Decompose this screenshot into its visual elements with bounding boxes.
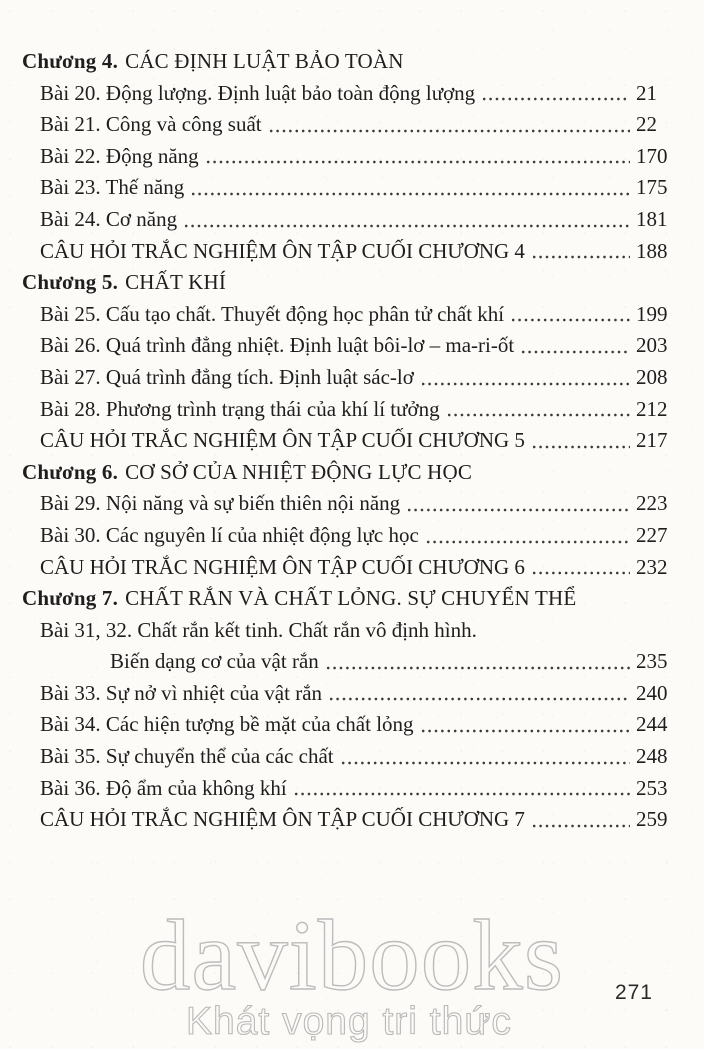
- chapter-heading: [22, 267, 678, 299]
- dot-leader: [531, 253, 630, 261]
- dot-leader: [446, 411, 630, 419]
- chapter-title: CHẤT RẮN VÀ CHẤT LỎNG. SỰ CHUYỂN THỂ: [125, 586, 577, 611]
- chapter-title: CƠ SỞ CỦA NHIỆT ĐỘNG LỰC HỌC: [125, 459, 473, 484]
- toc-entry: [22, 678, 678, 710]
- toc-entry-title: CÂU HỎI TRẮC NGHIỆM ÔN TẬP CUỐI CHƯƠNG 7: [40, 807, 525, 832]
- chapter-heading: [22, 583, 678, 615]
- chapter-label: Chương 7.: [22, 586, 119, 611]
- dot-leader: [205, 158, 630, 166]
- toc-entry: [22, 78, 678, 110]
- toc-entry: [22, 425, 678, 457]
- chapter-title: CÁC ĐỊNH LUẬT BẢO TOÀN: [125, 49, 404, 73]
- toc-entry-title: Bài 24. Cơ năng: [40, 206, 178, 231]
- toc-entry: [22, 299, 678, 331]
- toc-entry-title: Bài 36. Độ ẩm của không khí: [40, 775, 287, 800]
- chapter-title: CHẤT KHÍ: [125, 270, 227, 295]
- toc-entry: [22, 488, 678, 520]
- toc-entry-page: 199: [636, 301, 668, 326]
- toc-entry-page: 21: [636, 80, 657, 105]
- toc-entry-page: 227: [636, 522, 668, 547]
- toc-entry-title: Bài 35. Sự chuyển thể của các chất: [40, 744, 334, 769]
- dot-leader: [328, 695, 630, 703]
- toc-entry: [22, 330, 678, 362]
- toc-entry-page: 240: [636, 680, 668, 705]
- toc-entry-title: Bài 21. Công và công suất: [40, 112, 262, 137]
- toc-entry-title: Bài 31, 32. Chất rắn kết tinh. Chất rắn vô định hình.: [40, 617, 477, 642]
- toc-entry: [22, 520, 678, 552]
- toc-entry-title: Bài 25. Cấu tạo chất. Thuyết động học phân tử chất khí: [40, 301, 505, 326]
- toc-entry: [22, 236, 678, 268]
- toc-entry-title: CÂU HỎI TRẮC NGHIỆM ÔN TẬP CUỐI CHƯƠNG 4: [40, 238, 525, 263]
- toc-entry-page: 244: [636, 712, 668, 737]
- toc-entry-page: 223: [636, 491, 668, 516]
- dot-leader: [481, 95, 630, 103]
- toc-entry-title: CÂU HỎI TRẮC NGHIỆM ÔN TẬP CUỐI CHƯƠNG 6: [40, 554, 525, 579]
- toc-entry-page: 259: [636, 807, 668, 832]
- toc-entry-title: Biến dạng cơ của vật rắn: [110, 649, 319, 674]
- toc-entry-page: 170: [636, 143, 668, 168]
- page-number: 271: [614, 981, 653, 1004]
- dot-leader: [531, 569, 630, 577]
- toc-entry: [22, 394, 678, 426]
- dot-leader: [420, 380, 630, 388]
- toc-entry-title: Bài 33. Sự nở vì nhiệt của vật rắn: [40, 680, 323, 705]
- toc-entry-title: Bài 23. Thế năng: [40, 175, 185, 200]
- toc-entry-title: Bài 26. Quá trình đẳng nhiệt. Định luật bôi-lơ – ma-ri-ốt: [40, 333, 515, 358]
- toc-entry: [22, 741, 678, 773]
- toc-entry-page: 208: [636, 364, 668, 389]
- dot-leader: [420, 727, 630, 735]
- table-of-contents: [0, 46, 704, 836]
- dot-leader: [293, 790, 630, 798]
- toc-entry-page: 22: [636, 112, 657, 137]
- dot-leader: [510, 316, 630, 324]
- toc-entry-page: 248: [636, 744, 668, 769]
- watermark-brand-text: davibooks: [139, 899, 565, 1011]
- toc-entry-page: 212: [636, 396, 668, 421]
- toc-entry-title: Bài 34. Các hiện tượng bề mặt của chất lỏng: [40, 712, 414, 737]
- toc-entry: [22, 141, 678, 173]
- chapter-label: Chương 6.: [22, 459, 119, 484]
- dot-leader: [325, 664, 630, 672]
- toc-entry: [22, 804, 678, 836]
- toc-entry: [22, 709, 678, 741]
- dot-leader: [268, 127, 630, 135]
- toc-entry-title: Bài 29. Nội năng và sự biến thiên nội năng: [40, 491, 401, 516]
- toc-entry: [22, 552, 678, 584]
- dot-leader: [520, 348, 630, 356]
- toc-entry-title: CÂU HỎI TRẮC NGHIỆM ÔN TẬP CUỐI CHƯƠNG 5: [40, 428, 525, 453]
- dot-leader: [406, 506, 630, 514]
- toc-entry-title: Bài 27. Quá trình đẳng tích. Định luật sác-lơ: [40, 364, 414, 389]
- watermark-slogan-text: Khát vọng tri thức: [186, 1000, 512, 1043]
- toc-entry-title: Bài 30. Các nguyên lí của nhiệt động lực học: [40, 522, 419, 547]
- toc-entry: [22, 646, 678, 678]
- dot-leader: [340, 759, 630, 767]
- dot-leader: [531, 443, 630, 451]
- dot-leader: [425, 538, 630, 546]
- toc-entry-title: Bài 20. Động lượng. Định luật bảo toàn động lượng: [40, 80, 476, 105]
- chapter-label: Chương 4.: [22, 49, 119, 73]
- toc-entry: [22, 109, 678, 141]
- toc-entry: [22, 172, 678, 204]
- toc-entry-page: 235: [636, 649, 668, 674]
- toc-entry: [22, 362, 678, 394]
- dot-leader: [531, 822, 630, 830]
- toc-entry-page: 175: [636, 175, 668, 200]
- toc-entry: [22, 773, 678, 805]
- chapter-heading: [22, 46, 678, 78]
- toc-entry-page: 253: [636, 775, 668, 800]
- toc-entry-title: Bài 28. Phương trình trạng thái của khí lí tưởng: [40, 396, 440, 421]
- toc-entry: [22, 615, 678, 647]
- toc-entry-page: 232: [636, 554, 668, 579]
- toc-entry: [22, 204, 678, 236]
- chapter-label: Chương 5.: [22, 270, 119, 295]
- toc-entry-page: 181: [636, 206, 668, 231]
- toc-entry-title: Bài 22. Động năng: [40, 143, 199, 168]
- dot-leader: [190, 190, 630, 198]
- toc-entry-page: 217: [636, 428, 668, 453]
- dot-leader: [183, 222, 630, 230]
- toc-entry-page: 188: [636, 238, 668, 263]
- chapter-heading: [22, 457, 678, 489]
- toc-entry-page: 203: [636, 333, 668, 358]
